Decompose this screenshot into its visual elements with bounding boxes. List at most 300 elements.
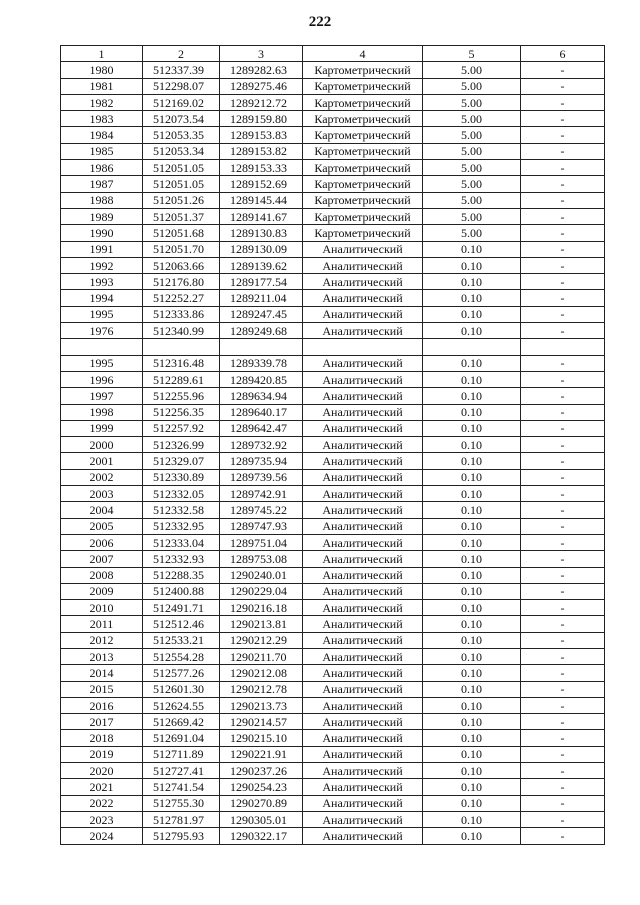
cell-method: Аналитический — [303, 779, 423, 795]
cell-note: - — [521, 388, 605, 404]
cell-note: - — [521, 306, 605, 322]
cell-coord-x: 512298.07 — [143, 78, 220, 94]
cell-coord-x: 512051.05 — [143, 176, 220, 192]
cell-method: Аналитический — [303, 290, 423, 306]
cell-note: - — [521, 665, 605, 681]
cell-point-number: 1990 — [61, 225, 143, 241]
cell-point-number: 2017 — [61, 714, 143, 730]
table-row — [61, 78, 605, 94]
cell-accuracy: 5.00 — [423, 78, 521, 94]
table-row — [61, 746, 605, 762]
cell-coord-y: 1289153.82 — [220, 143, 303, 159]
cell-coord-x: 512051.70 — [143, 241, 220, 257]
table-row — [61, 306, 605, 322]
table-body — [61, 62, 605, 844]
cell-accuracy — [423, 339, 521, 355]
cell-accuracy: 0.10 — [423, 518, 521, 534]
cell-method: Аналитический — [303, 437, 423, 453]
cell-point-number: 1980 — [61, 62, 143, 78]
cell-method: Аналитический — [303, 518, 423, 534]
cell-note: - — [521, 746, 605, 762]
cell-method: Аналитический — [303, 730, 423, 746]
cell-method: Картометрический — [303, 127, 423, 143]
cell-point-number: 2007 — [61, 551, 143, 567]
cell-note: - — [521, 486, 605, 502]
cell-point-number: 1999 — [61, 420, 143, 436]
cell-method: Аналитический — [303, 486, 423, 502]
cell-method: Картометрический — [303, 78, 423, 94]
cell-point-number: 2023 — [61, 811, 143, 827]
cell-coord-x: 512554.28 — [143, 648, 220, 664]
cell-accuracy: 5.00 — [423, 62, 521, 78]
cell-accuracy: 0.10 — [423, 600, 521, 616]
cell-coord-y: 1290212.08 — [220, 665, 303, 681]
cell-note: - — [521, 143, 605, 159]
cell-note: - — [521, 828, 605, 844]
cell-method: Аналитический — [303, 795, 423, 811]
cell-coord-x: 512256.35 — [143, 404, 220, 420]
cell-coord-x: 512691.04 — [143, 730, 220, 746]
cell-point-number: 2004 — [61, 502, 143, 518]
cell-note: - — [521, 469, 605, 485]
cell-coord-y: 1289275.46 — [220, 78, 303, 94]
cell-coord-y: 1289753.08 — [220, 551, 303, 567]
table-row — [61, 469, 605, 485]
table-row — [61, 111, 605, 127]
cell-coord-x: 512051.37 — [143, 208, 220, 224]
table-row — [61, 127, 605, 143]
table-row — [61, 551, 605, 567]
cell-coord-y: 1290240.01 — [220, 567, 303, 583]
cell-note: - — [521, 730, 605, 746]
cell-coord-y: 1290305.01 — [220, 811, 303, 827]
table-row — [61, 388, 605, 404]
cell-accuracy: 5.00 — [423, 176, 521, 192]
cell-coord-x: 512053.34 — [143, 143, 220, 159]
cell-method: Картометрический — [303, 143, 423, 159]
cell-point-number — [61, 339, 143, 355]
cell-coord-x: 512289.61 — [143, 371, 220, 387]
cell-coord-x: 512316.48 — [143, 355, 220, 371]
cell-method: Картометрический — [303, 225, 423, 241]
cell-accuracy: 0.10 — [423, 437, 521, 453]
table-row — [61, 192, 605, 208]
cell-note: - — [521, 437, 605, 453]
table-header — [61, 46, 605, 62]
cell-accuracy: 0.10 — [423, 681, 521, 697]
cell-coord-y: 1289153.33 — [220, 160, 303, 176]
cell-note: - — [521, 404, 605, 420]
cell-accuracy: 0.10 — [423, 486, 521, 502]
cell-note: - — [521, 111, 605, 127]
cell-coord-x: 512333.04 — [143, 534, 220, 550]
cell-note — [521, 339, 605, 355]
cell-coord-x: 512577.26 — [143, 665, 220, 681]
cell-point-number: 1976 — [61, 323, 143, 339]
cell-point-number: 2003 — [61, 486, 143, 502]
cell-accuracy: 0.10 — [423, 502, 521, 518]
table-row — [61, 241, 605, 257]
cell-method: Аналитический — [303, 323, 423, 339]
cell-method: Аналитический — [303, 469, 423, 485]
cell-accuracy: 5.00 — [423, 143, 521, 159]
cell-coord-y: 1290254.23 — [220, 779, 303, 795]
cell-point-number: 2013 — [61, 648, 143, 664]
cell-coord-y: 1289282.63 — [220, 62, 303, 78]
cell-coord-x: 512332.58 — [143, 502, 220, 518]
cell-point-number: 1983 — [61, 111, 143, 127]
cell-coord-y: 1289739.56 — [220, 469, 303, 485]
cell-accuracy: 0.10 — [423, 828, 521, 844]
cell-point-number: 1987 — [61, 176, 143, 192]
table-row — [61, 518, 605, 534]
cell-coord-y: 1290211.70 — [220, 648, 303, 664]
cell-coord-x: 512176.80 — [143, 274, 220, 290]
table-row — [61, 779, 605, 795]
table-row — [61, 632, 605, 648]
cell-coord-y: 1290212.29 — [220, 632, 303, 648]
cell-coord-x: 512169.02 — [143, 94, 220, 110]
header-col-4: 4 — [303, 46, 423, 62]
cell-coord-y: 1289745.22 — [220, 502, 303, 518]
cell-accuracy: 0.10 — [423, 306, 521, 322]
cell-note: - — [521, 600, 605, 616]
cell-accuracy: 0.10 — [423, 453, 521, 469]
cell-method: Аналитический — [303, 534, 423, 550]
cell-note: - — [521, 453, 605, 469]
cell-point-number: 1993 — [61, 274, 143, 290]
cell-note: - — [521, 94, 605, 110]
cell-accuracy: 0.10 — [423, 323, 521, 339]
cell-coord-x: 512288.35 — [143, 567, 220, 583]
table-row — [61, 160, 605, 176]
cell-note: - — [521, 78, 605, 94]
cell-point-number: 1996 — [61, 371, 143, 387]
cell-coord-x: 512337.39 — [143, 62, 220, 78]
cell-accuracy: 0.10 — [423, 746, 521, 762]
cell-note: - — [521, 355, 605, 371]
cell-accuracy: 0.10 — [423, 241, 521, 257]
cell-accuracy: 0.10 — [423, 290, 521, 306]
header-col-2: 2 — [143, 46, 220, 62]
cell-coord-x: 512340.99 — [143, 323, 220, 339]
cell-method: Аналитический — [303, 453, 423, 469]
table-row — [61, 567, 605, 583]
cell-accuracy: 0.10 — [423, 355, 521, 371]
cell-note: - — [521, 192, 605, 208]
cell-point-number: 1995 — [61, 306, 143, 322]
cell-accuracy: 5.00 — [423, 208, 521, 224]
cell-coord-x: 512257.92 — [143, 420, 220, 436]
cell-coord-y: 1289152.69 — [220, 176, 303, 192]
cell-method: Аналитический — [303, 404, 423, 420]
cell-coord-y: 1289159.80 — [220, 111, 303, 127]
cell-note: - — [521, 648, 605, 664]
cell-method: Аналитический — [303, 714, 423, 730]
cell-coord-x: 512755.30 — [143, 795, 220, 811]
cell-point-number: 1997 — [61, 388, 143, 404]
cell-note: - — [521, 290, 605, 306]
cell-accuracy: 0.10 — [423, 371, 521, 387]
cell-method: Аналитический — [303, 746, 423, 762]
cell-coord-y: 1289249.68 — [220, 323, 303, 339]
cell-method: Картометрический — [303, 160, 423, 176]
cell-coord-x: 512400.88 — [143, 583, 220, 599]
cell-coord-x: 512333.86 — [143, 306, 220, 322]
cell-method: Аналитический — [303, 567, 423, 583]
table-row — [61, 648, 605, 664]
cell-note: - — [521, 681, 605, 697]
table-row — [61, 225, 605, 241]
cell-coord-x: 512491.71 — [143, 600, 220, 616]
cell-coord-y: 1290216.18 — [220, 600, 303, 616]
table-row — [61, 62, 605, 78]
cell-coord-x: 512332.95 — [143, 518, 220, 534]
table-row — [61, 600, 605, 616]
cell-method: Аналитический — [303, 600, 423, 616]
table-row — [61, 486, 605, 502]
cell-coord-y: 1289130.83 — [220, 225, 303, 241]
cell-method: Аналитический — [303, 828, 423, 844]
cell-point-number: 1985 — [61, 143, 143, 159]
cell-coord-y: 1289212.72 — [220, 94, 303, 110]
cell-point-number: 2022 — [61, 795, 143, 811]
cell-method: Аналитический — [303, 665, 423, 681]
cell-method: Картометрический — [303, 176, 423, 192]
cell-method: Аналитический — [303, 648, 423, 664]
table-row — [61, 355, 605, 371]
cell-note: - — [521, 583, 605, 599]
cell-method — [303, 339, 423, 355]
cell-coord-y: 1289211.04 — [220, 290, 303, 306]
table-row — [61, 795, 605, 811]
cell-coord-y: 1289177.54 — [220, 274, 303, 290]
cell-coord-x: 512063.66 — [143, 257, 220, 273]
cell-point-number: 2014 — [61, 665, 143, 681]
cell-note: - — [521, 127, 605, 143]
cell-point-number: 1982 — [61, 94, 143, 110]
cell-accuracy: 5.00 — [423, 94, 521, 110]
cell-accuracy: 5.00 — [423, 192, 521, 208]
cell-point-number: 1995 — [61, 355, 143, 371]
cell-accuracy: 0.10 — [423, 257, 521, 273]
cell-method: Аналитический — [303, 697, 423, 713]
cell-coord-y: 1289640.17 — [220, 404, 303, 420]
cell-accuracy: 0.10 — [423, 648, 521, 664]
cell-point-number: 2001 — [61, 453, 143, 469]
table-row — [61, 697, 605, 713]
header-col-6: 6 — [521, 46, 605, 62]
cell-coord-x: 512727.41 — [143, 763, 220, 779]
cell-point-number: 1991 — [61, 241, 143, 257]
cell-coord-y: 1290214.57 — [220, 714, 303, 730]
table-row — [61, 257, 605, 273]
cell-coord-x: 512711.89 — [143, 746, 220, 762]
cell-coord-x — [143, 339, 220, 355]
cell-method: Картометрический — [303, 192, 423, 208]
cell-point-number: 2021 — [61, 779, 143, 795]
cell-coord-y: 1290270.89 — [220, 795, 303, 811]
cell-accuracy: 0.10 — [423, 567, 521, 583]
cell-point-number: 2009 — [61, 583, 143, 599]
cell-coord-x: 512326.99 — [143, 437, 220, 453]
cell-coord-x: 512669.42 — [143, 714, 220, 730]
table-row — [61, 323, 605, 339]
cell-point-number: 1989 — [61, 208, 143, 224]
cell-coord-y: 1289732.92 — [220, 437, 303, 453]
coordinates-table — [60, 45, 605, 845]
table-row — [61, 616, 605, 632]
table-row — [61, 339, 605, 355]
cell-accuracy: 0.10 — [423, 779, 521, 795]
cell-note: - — [521, 420, 605, 436]
cell-coord-y: 1289130.09 — [220, 241, 303, 257]
cell-accuracy: 0.10 — [423, 795, 521, 811]
cell-coord-y: 1290237.26 — [220, 763, 303, 779]
cell-coord-y: 1289742.91 — [220, 486, 303, 502]
cell-accuracy: 0.10 — [423, 730, 521, 746]
header-row — [61, 46, 605, 62]
cell-point-number: 2002 — [61, 469, 143, 485]
cell-coord-y: 1290229.04 — [220, 583, 303, 599]
cell-point-number: 1992 — [61, 257, 143, 273]
cell-method: Аналитический — [303, 355, 423, 371]
cell-note: - — [521, 632, 605, 648]
cell-note: - — [521, 518, 605, 534]
table-row — [61, 714, 605, 730]
cell-method: Аналитический — [303, 257, 423, 273]
cell-point-number: 2006 — [61, 534, 143, 550]
cell-accuracy: 0.10 — [423, 583, 521, 599]
cell-accuracy: 0.10 — [423, 811, 521, 827]
cell-note: - — [521, 371, 605, 387]
cell-coord-y: 1289139.62 — [220, 257, 303, 273]
table-row — [61, 681, 605, 697]
cell-note: - — [521, 534, 605, 550]
cell-accuracy: 0.10 — [423, 763, 521, 779]
cell-accuracy: 5.00 — [423, 127, 521, 143]
cell-accuracy: 0.10 — [423, 420, 521, 436]
cell-accuracy: 0.10 — [423, 404, 521, 420]
cell-coord-x: 512332.05 — [143, 486, 220, 502]
cell-note: - — [521, 257, 605, 273]
table-row — [61, 420, 605, 436]
cell-method: Аналитический — [303, 811, 423, 827]
table-row — [61, 665, 605, 681]
cell-coord-y: 1289751.04 — [220, 534, 303, 550]
cell-coord-y: 1289145.44 — [220, 192, 303, 208]
cell-note: - — [521, 779, 605, 795]
cell-point-number: 2019 — [61, 746, 143, 762]
cell-method: Картометрический — [303, 94, 423, 110]
cell-note: - — [521, 160, 605, 176]
cell-coord-y: 1290322.17 — [220, 828, 303, 844]
cell-coord-x: 512051.68 — [143, 225, 220, 241]
cell-accuracy: 5.00 — [423, 160, 521, 176]
cell-coord-y: 1289153.83 — [220, 127, 303, 143]
cell-method: Аналитический — [303, 388, 423, 404]
cell-point-number: 1988 — [61, 192, 143, 208]
cell-accuracy: 5.00 — [423, 111, 521, 127]
cell-note: - — [521, 551, 605, 567]
table-row — [61, 371, 605, 387]
cell-note: - — [521, 697, 605, 713]
cell-method: Аналитический — [303, 306, 423, 322]
cell-coord-x: 512051.26 — [143, 192, 220, 208]
cell-note: - — [521, 763, 605, 779]
table-row — [61, 176, 605, 192]
table-row — [61, 730, 605, 746]
cell-method: Аналитический — [303, 583, 423, 599]
cell-note: - — [521, 323, 605, 339]
cell-coord-y: 1289420.85 — [220, 371, 303, 387]
table-row — [61, 143, 605, 159]
cell-coord-x: 512073.54 — [143, 111, 220, 127]
table-row — [61, 290, 605, 306]
cell-coord-y: 1290213.73 — [220, 697, 303, 713]
cell-coord-x: 512330.89 — [143, 469, 220, 485]
cell-point-number: 1994 — [61, 290, 143, 306]
cell-coord-x: 512053.35 — [143, 127, 220, 143]
cell-method: Аналитический — [303, 502, 423, 518]
cell-coord-x: 512601.30 — [143, 681, 220, 697]
cell-coord-x: 512624.55 — [143, 697, 220, 713]
cell-point-number: 2005 — [61, 518, 143, 534]
cell-point-number: 2000 — [61, 437, 143, 453]
table-row — [61, 763, 605, 779]
cell-accuracy: 0.10 — [423, 469, 521, 485]
cell-coord-y: 1289747.93 — [220, 518, 303, 534]
cell-note: - — [521, 208, 605, 224]
cell-point-number: 2012 — [61, 632, 143, 648]
cell-point-number: 1998 — [61, 404, 143, 420]
cell-note: - — [521, 225, 605, 241]
table-row — [61, 502, 605, 518]
table-row — [61, 811, 605, 827]
cell-coord-x: 512741.54 — [143, 779, 220, 795]
cell-method: Картометрический — [303, 208, 423, 224]
cell-accuracy: 0.10 — [423, 551, 521, 567]
cell-coord-x: 512329.07 — [143, 453, 220, 469]
cell-coord-y: 1289247.45 — [220, 306, 303, 322]
cell-coord-y: 1289634.94 — [220, 388, 303, 404]
cell-coord-x: 512252.27 — [143, 290, 220, 306]
cell-coord-y: 1290212.78 — [220, 681, 303, 697]
cell-accuracy: 0.10 — [423, 274, 521, 290]
cell-coord-x: 512512.46 — [143, 616, 220, 632]
cell-accuracy: 0.10 — [423, 665, 521, 681]
cell-method: Аналитический — [303, 420, 423, 436]
table-row — [61, 208, 605, 224]
cell-point-number: 1981 — [61, 78, 143, 94]
cell-method: Аналитический — [303, 241, 423, 257]
cell-note: - — [521, 62, 605, 78]
cell-point-number: 2011 — [61, 616, 143, 632]
cell-note: - — [521, 811, 605, 827]
cell-coord-x: 512795.93 — [143, 828, 220, 844]
cell-coord-y — [220, 339, 303, 355]
cell-method: Аналитический — [303, 616, 423, 632]
cell-note: - — [521, 616, 605, 632]
cell-accuracy: 0.10 — [423, 632, 521, 648]
table-row — [61, 437, 605, 453]
cell-coord-y: 1290221.91 — [220, 746, 303, 762]
cell-coord-x: 512781.97 — [143, 811, 220, 827]
header-col-5: 5 — [423, 46, 521, 62]
cell-method: Аналитический — [303, 274, 423, 290]
cell-method: Аналитический — [303, 632, 423, 648]
table-row — [61, 404, 605, 420]
